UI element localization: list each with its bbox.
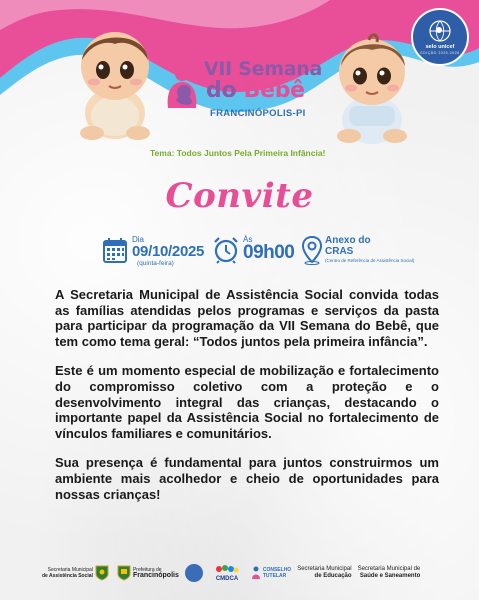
cmdca-logo-icon — [213, 564, 241, 582]
municipal-crest-icon — [95, 565, 109, 581]
ct-line-1: CONSELHO — [262, 567, 292, 573]
pref-line-2: Francinópolis — [132, 572, 179, 579]
calendar-icon — [103, 237, 127, 263]
unicef-globe-icon — [428, 19, 452, 43]
alarm-clock-icon — [212, 236, 240, 264]
title-line-2-b: Bebê — [243, 78, 305, 103]
edu-line-2: de Educação — [314, 573, 352, 579]
logo-circle-seal — [185, 564, 207, 582]
logo-conselho-tutelar — [251, 566, 291, 580]
conselho-tutelar-icon — [251, 566, 261, 580]
mother-baby-icon — [162, 64, 202, 112]
saude-line-2: Saúde e Saneamento — [359, 573, 421, 579]
time-value: 09h00 — [243, 242, 295, 263]
location-line-1: Anexo do — [325, 235, 371, 246]
baby-boy-illustration — [325, 28, 420, 146]
selo-title: selo unicef — [425, 44, 455, 50]
title-line-2 — [206, 78, 305, 103]
title-line-2-a: do — [206, 78, 244, 103]
paragraph-2: Este é um momento especial de mobilização e fortalecimento do compromisso coletivo com a proteção e o desenvolvimento integral das crianças, destacando o importante papel da Assistência Social no fortalecimento de vínculos familiares e comunitários. — [55, 363, 439, 441]
date-value: 09/10/2025 — [132, 243, 205, 260]
pref-line-1: Prefeitura de — [132, 567, 162, 573]
time-label: Às — [243, 235, 253, 244]
logo-prefeitura — [115, 565, 179, 581]
cmdca-text: CMDCA — [215, 576, 239, 582]
convite-heading: Convite — [165, 176, 314, 216]
theme-text: Tema: Todos Juntos Pela Primeira Infância! — [150, 148, 326, 158]
event-info-row — [103, 235, 415, 271]
logo-educacao — [297, 566, 351, 580]
location-subtext: (Centro de Referência de Assistência Social) — [325, 258, 415, 263]
footer-logos — [42, 560, 462, 586]
baby-girl-illustration — [70, 18, 160, 143]
paragraph-1: A Secretaria Municipal de Assistência Social convida todas as famílias atendidas pelos programas e serviços da pasta para participar da programação da VII Semana do Bebê, que tem como tema geral: “Todos juntos pela primeira infância”. — [55, 287, 439, 349]
invitation-body — [55, 287, 439, 516]
sas-line-1: Secretaria Municipal — [47, 567, 93, 573]
location-line-2: CRAS — [325, 246, 354, 257]
paragraph-3: Sua presença é fundamental para juntos construirmos um ambiente mais acolhedor e cheio de oportunidades para nossas crianças! — [55, 455, 439, 502]
date-weekday: (quinta-feira) — [137, 260, 174, 267]
prefeitura-crest-icon — [117, 565, 131, 581]
edu-line-1: Secretaria Municipal — [297, 566, 352, 572]
city-name: FRANCINÓPOLIS-PI — [210, 108, 306, 119]
logo-cmdca — [213, 564, 245, 582]
sas-line-2: de Assistência Social — [42, 573, 93, 579]
date-label: Dia — [132, 235, 145, 244]
location-pin-icon — [301, 235, 323, 265]
saude-line-1: Secretaria Municipal de — [357, 566, 421, 572]
title-line-1: VII Semana — [204, 58, 322, 80]
selo-subtitle: EDIÇÃO 2025-2028 — [420, 50, 460, 55]
seal-icon — [185, 564, 203, 582]
ct-line-2: TUTELAR — [262, 573, 287, 579]
logo-saude — [358, 566, 421, 580]
logo-assistencia-social — [42, 565, 109, 581]
